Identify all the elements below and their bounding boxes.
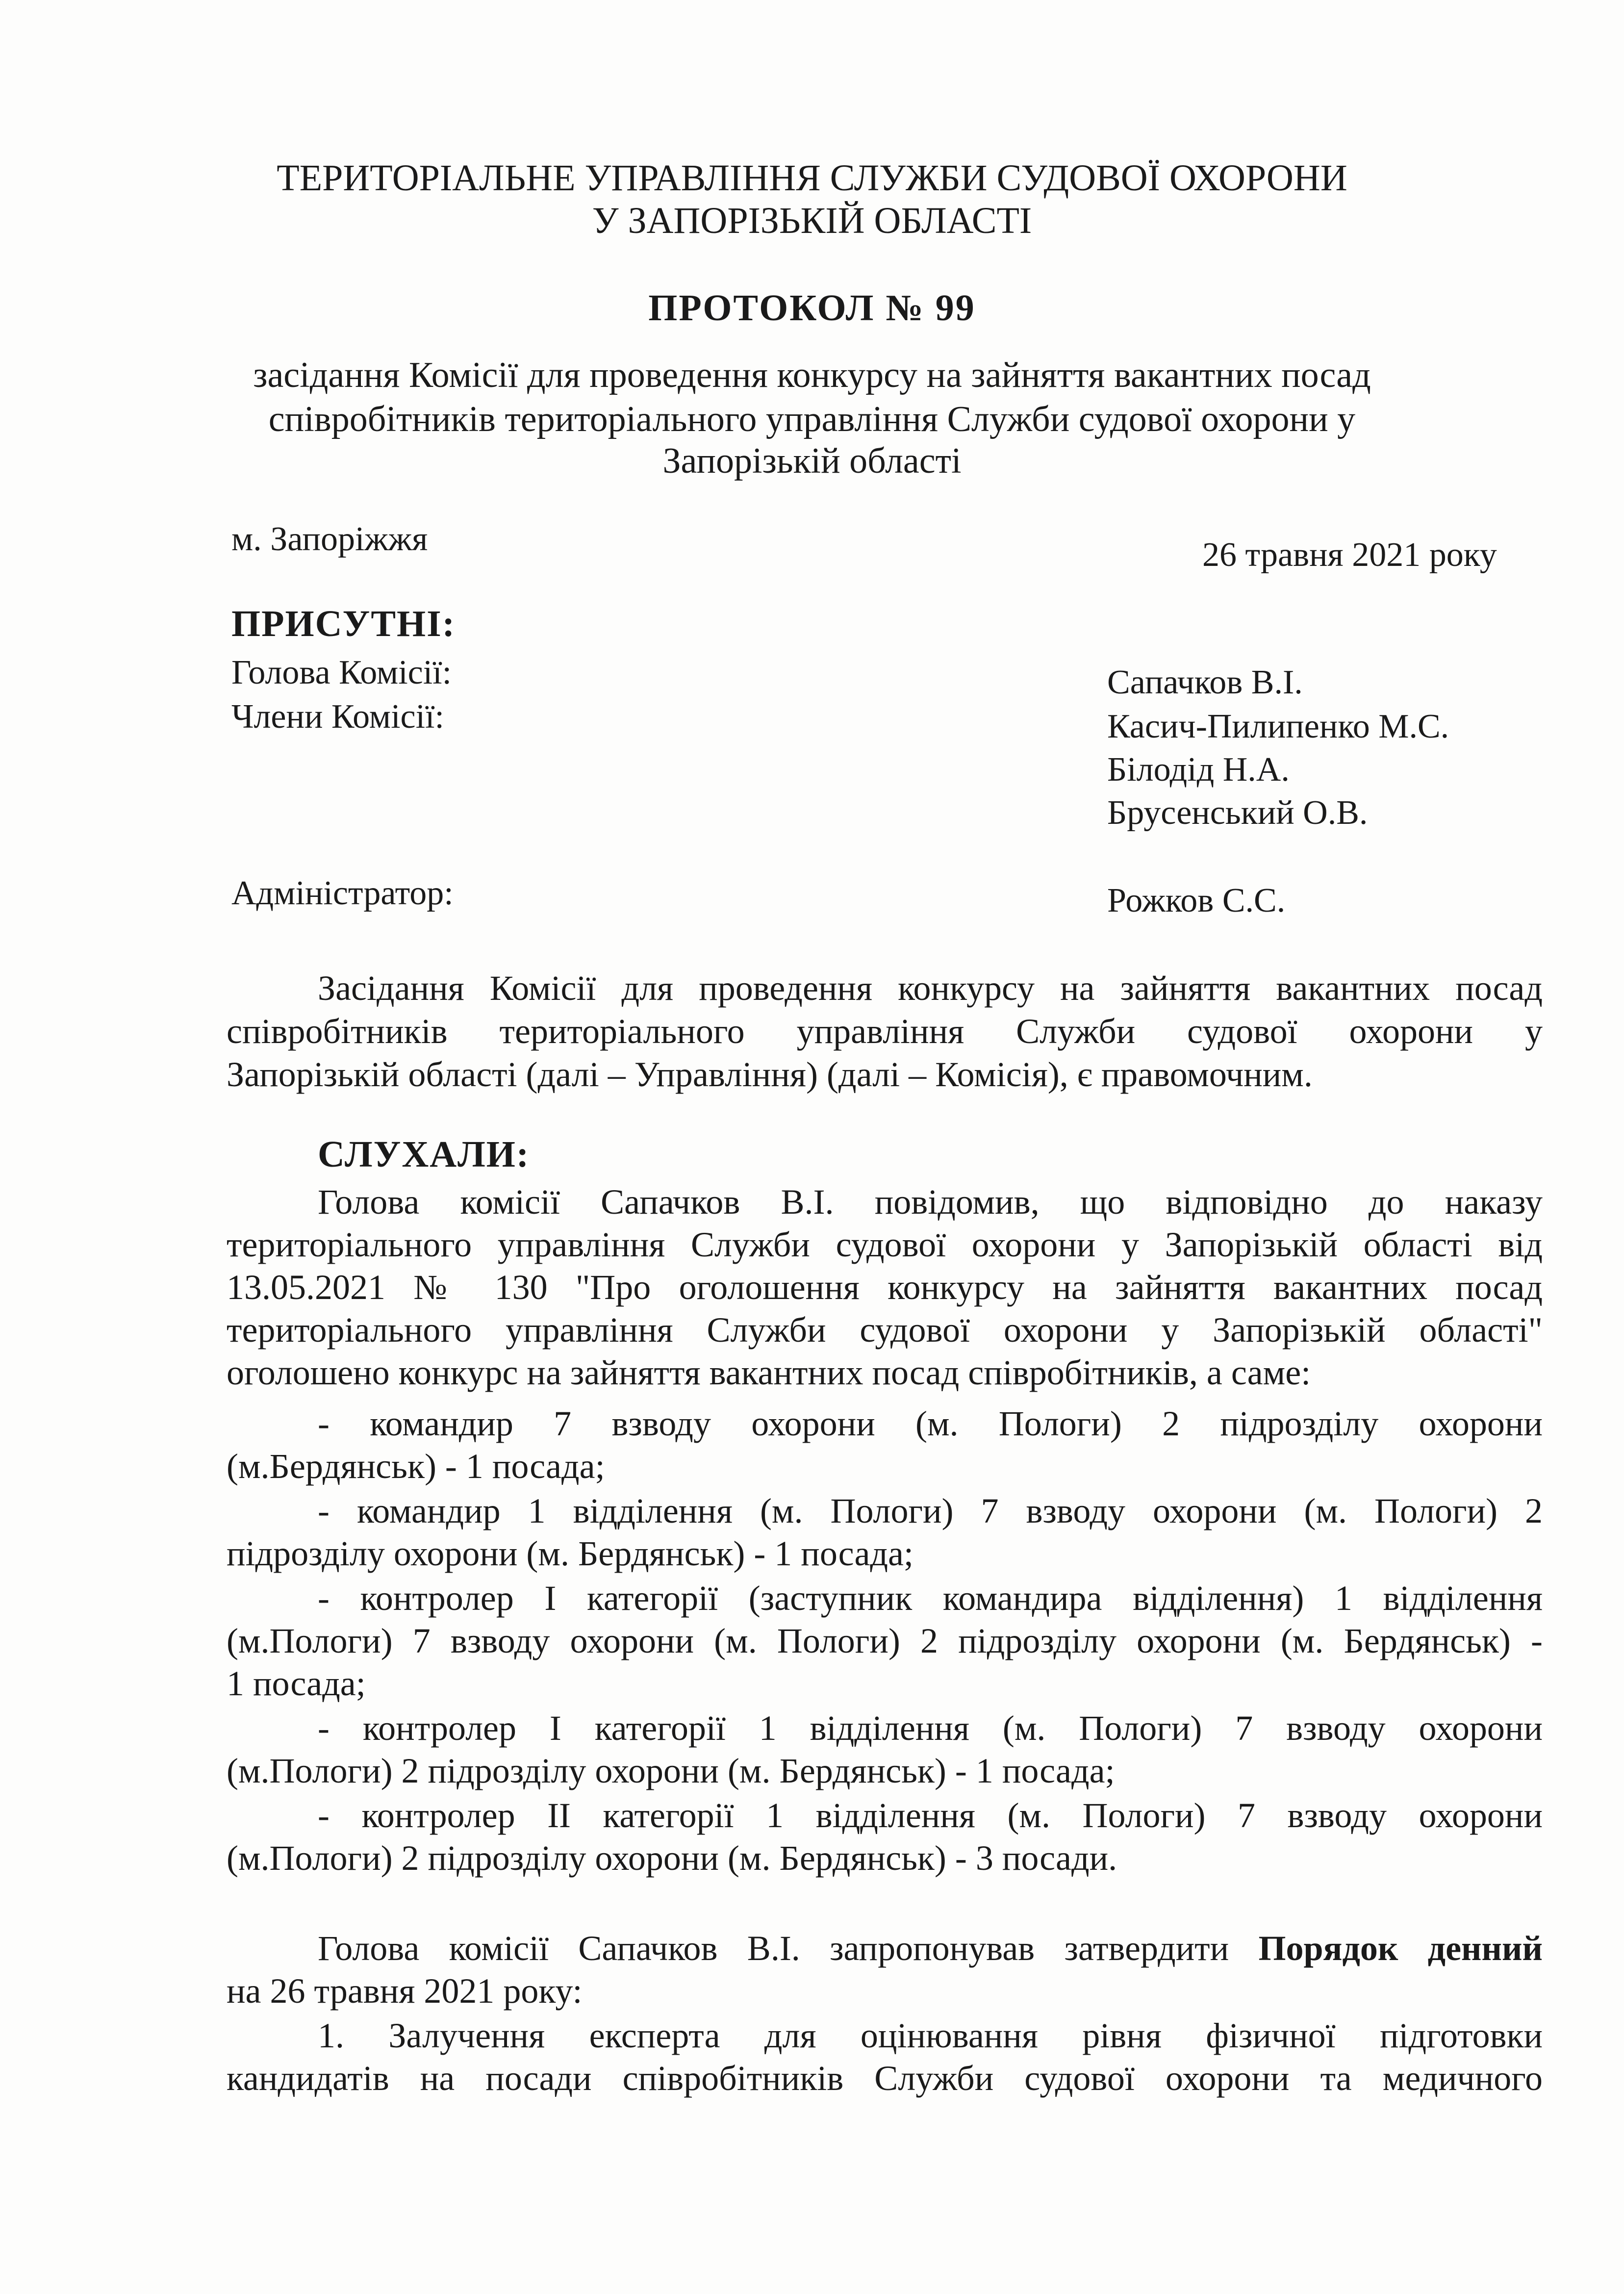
agenda-item-1-line1: 1. Залучення експерта для оцінювання рівня фізичної підготовки — [318, 2016, 1543, 2055]
member-name: Касич-Пилипенко М.С. — [1107, 708, 1449, 745]
subtitle-line1: засідання Комісії для проведення конкурсу на зайняття вакантних посад — [253, 355, 1371, 395]
org-name-line1: ТЕРИТОРІАЛЬНЕ УПРАВЛІННЯ СЛУЖБИ СУДОВОЇ ОХОРОНИ — [277, 157, 1347, 199]
agenda-intro — [318, 1927, 1543, 1970]
intro-line: співробітників територіального управління Служби судової охорони у — [227, 1012, 1543, 1051]
heard-heading: СЛУХАЛИ: — [318, 1134, 530, 1175]
position-item: - командир 1 відділення (м. Пологи) 7 взводу охорони (м. Пологи) 2 — [318, 1491, 1543, 1530]
agenda-item-1-line2: кандидатів на посади співробітників Служби судової охорони та медичного — [227, 2059, 1543, 2098]
admin-name: Рожков С.С. — [1107, 882, 1286, 919]
position-item: - контролер ІІ категорії 1 відділення (м. Пологи) 7 взводу охорони — [318, 1796, 1543, 1835]
agenda-intro-text: Голова комісії Сапачков В.І. запропонував затвердити — [318, 1929, 1229, 1968]
position-item: (м.Пологи) 7 взводу охорони (м. Пологи) 2 підрозділу охорони (м. Бердянськ) - — [227, 1621, 1543, 1660]
position-item: - контролер І категорії 1 відділення (м. Пологи) 7 взводу охорони — [318, 1708, 1543, 1748]
position-item: 1 посада; — [227, 1664, 366, 1703]
agenda-intro-bold: Порядок денний — [1258, 1929, 1543, 1968]
position-item: підрозділу охорони (м. Бердянськ) - 1 посада; — [227, 1534, 914, 1573]
subtitle-line2: співробітників територіального управління Служби судової охорони у — [268, 399, 1356, 439]
position-item: (м.Пологи) 2 підрозділу охорони (м. Бердянськ) - 1 посада; — [227, 1751, 1115, 1790]
city: м. Запоріжжя — [231, 520, 428, 558]
position-item: (м.Бердянськ) - 1 посада; — [227, 1447, 605, 1486]
position-item: - командир 7 взводу охорони (м. Пологи) 2 підрозділу охорони — [318, 1404, 1543, 1443]
members-label: Члени Комісії: — [231, 698, 444, 736]
present-heading: ПРИСУТНІ: — [231, 603, 456, 644]
date: 26 травня 2021 року — [1202, 536, 1497, 574]
position-item: (м.Пологи) 2 підрозділу охорони (м. Бердянськ) - 3 посади. — [227, 1838, 1117, 1878]
intro-line: Запорізькій області (далі – Управління) (далі – Комісія), є правомочним. — [227, 1055, 1313, 1094]
org-name-line2: У ЗАПОРІЗЬКІЙ ОБЛАСТІ — [592, 200, 1032, 241]
agenda-intro-line2: на 26 травня 2021 року: — [227, 1971, 583, 2011]
heard-line: оголошено конкурс на зайняття вакантних посад співробітників, а саме: — [227, 1353, 1311, 1392]
heard-line: Голова комісії Сапачков В.І. повідомив, що відповідно до наказу — [318, 1182, 1543, 1222]
member-name: Брусенський О.В. — [1107, 794, 1368, 832]
heard-line: територіального управління Служби судової охорони у Запорізькій області від — [227, 1225, 1543, 1264]
member-name: Білодід Н.А. — [1107, 751, 1290, 789]
chair-label: Голова Комісії: — [231, 654, 452, 691]
intro-line: Засідання Комісії для проведення конкурсу на зайняття вакантних посад — [318, 969, 1543, 1008]
position-item: - контролер І категорії (заступник командира відділення) 1 відділення — [318, 1579, 1543, 1618]
chair-name: Сапачков В.І. — [1107, 663, 1303, 701]
heard-line: територіального управління Служби судової охорони у Запорізькій області" — [227, 1310, 1543, 1350]
heard-line: 13.05.2021 № 130 "Про оголошення конкурсу на зайняття вакантних посад — [227, 1268, 1543, 1307]
protocol-title: ПРОТОКОЛ № 99 — [648, 287, 976, 329]
admin-label: Адміністратор: — [231, 874, 454, 912]
subtitle-line3: Запорізькій області — [662, 441, 962, 481]
